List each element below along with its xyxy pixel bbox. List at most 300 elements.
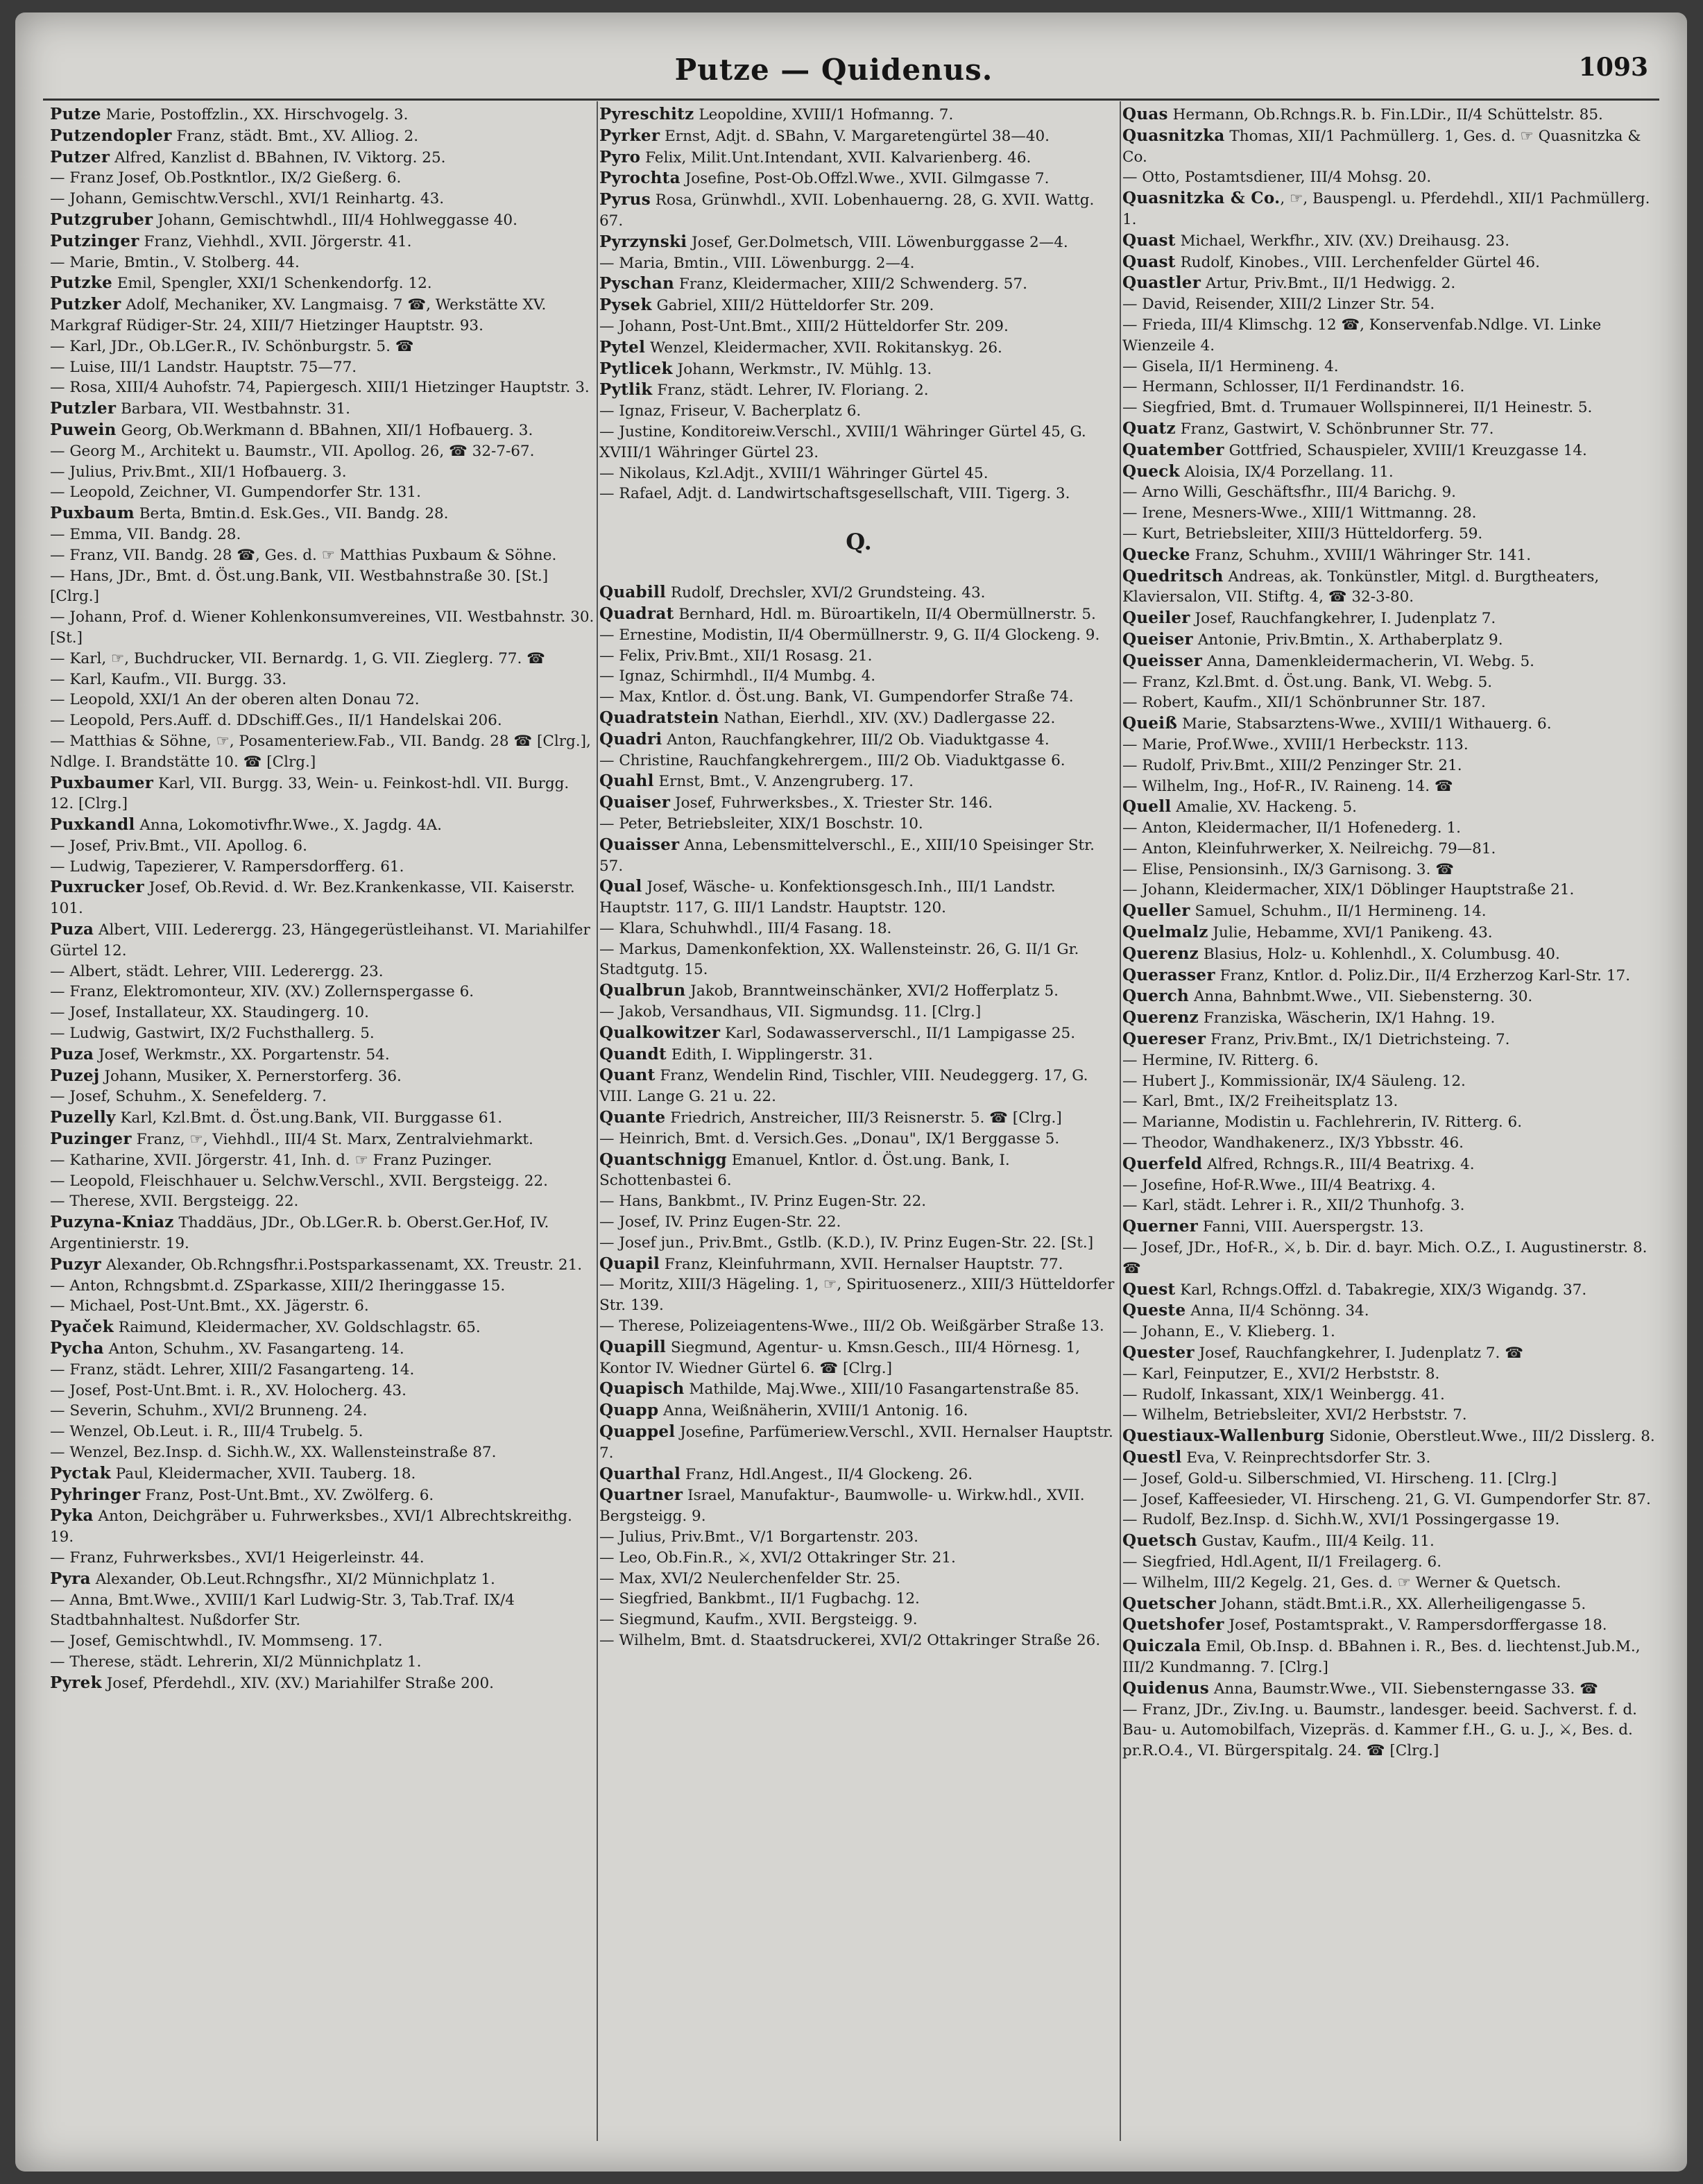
running-title: Putze — Quidenus.: [674, 53, 993, 87]
entry-surname: Quiczala: [1122, 1637, 1201, 1656]
entry-details: — Ernestine, Modistin, II/4 Obermüllnerstr. 9, G. II/4 Glockeng. 9.: [599, 626, 1100, 644]
directory-entry: [599, 1589, 1118, 1610]
entry-surname: Quell: [1122, 797, 1172, 817]
entry-details: — Max, XVI/2 Neulerchenfelder Str. 25.: [599, 1569, 901, 1587]
entry-details: — Franz, Kzl.Bmt. d. Öst.ung. Bank, VI. Webg. 5.: [1122, 673, 1493, 691]
entry-details: Rosa, Grünwhdl., XVII. Lobenhauerng. 28, G. XVII. Wattg. 67.: [599, 191, 1095, 230]
entry-surname: Quaisser: [599, 835, 680, 854]
entry-surname: Quaiser: [599, 793, 671, 812]
entry-details: — Karl, Bmt., IX/2 Freiheitsplatz 13.: [1122, 1093, 1398, 1111]
directory-entry: [1122, 1510, 1657, 1530]
directory-entry: [1122, 1195, 1657, 1216]
entry-details: — Matthias & Söhne, ☞, Posamenteriew.Fab., VII. Bandg. 28 ☎ [Clrg.], Ndlge. I. Brandstätte 10. ☎ [Clrg.]: [50, 732, 591, 771]
directory-entry: [1122, 922, 1657, 944]
directory-entry: [50, 1652, 595, 1673]
entry-details: — Wenzel, Bez.Insp. d. Sichh.W., XX. Wallensteinstraße 87.: [50, 1444, 497, 1461]
entry-surname: Pysek: [599, 296, 652, 315]
directory-entry: [1122, 1112, 1657, 1133]
directory-entry: [599, 771, 1118, 792]
directory-entry: [599, 104, 1118, 126]
entry-details: Josef, Werkmstr., XX. Porgartenstr. 54.: [94, 1046, 390, 1064]
entry-details: Thaddäus, JDr., Ob.LGer.R. b. Oberst.Ger.Hof, IV. Argentinierstr. 19.: [50, 1214, 549, 1253]
entry-details: Adolf, Mechaniker, XV. Langmaisg. 7 ☎, Werkstätte XV. Markgraf Rüdiger-Str. 24, XIII/7 Hietzinger Hauptstr. 93.: [50, 296, 547, 334]
entry-details: — Hermine, IV. Ritterg. 6.: [1122, 1051, 1319, 1069]
entry-details: — Leopold, Fleischhauer u. Selchw.Verschl., XVII. Bergsteigg. 22.: [50, 1172, 548, 1190]
entry-details: — Irene, Mesners-Wwe., XIII/1 Wittmanng. 28.: [1122, 504, 1477, 522]
directory-entry: [1122, 1364, 1657, 1385]
directory-entry: [50, 1485, 595, 1506]
entry-details: — Gisela, II/1 Hermineng. 4.: [1122, 357, 1339, 375]
column-divider: [1120, 101, 1121, 2141]
directory-entry: [599, 1233, 1118, 1254]
entry-surname: Quartner: [599, 1485, 683, 1505]
directory-entry: [599, 1464, 1118, 1485]
entry-surname: Putzker: [50, 295, 121, 314]
entry-details: , ☞, Bauspengl. u. Pferdehdl., XII/1 Pachmüllerg. 1.: [1122, 190, 1650, 228]
entry-surname: Quast: [1122, 252, 1176, 271]
entry-details: — Leopold, XXI/1 An der oberen alten Donau 72.: [50, 691, 420, 709]
entry-surname: Quapp: [599, 1401, 659, 1420]
directory-entry: [50, 773, 595, 815]
entry-details: Gustav, Kaufm., III/4 Keilg. 11.: [1197, 1533, 1435, 1551]
entry-details: Franz, Schuhm., XVIII/1 Währinger Str. 141.: [1190, 546, 1532, 564]
entry-details: Sidonie, Oberstleut.Wwe., III/2 Disslerg. 8.: [1324, 1428, 1655, 1446]
entry-details: — Julius, Priv.Bmt., V/1 Borgartenstr. 203.: [599, 1528, 918, 1546]
entry-details: — Leopold, Pers.Auff. d. DDschiff.Ges., II/1 Handelskai 206.: [50, 712, 502, 730]
directory-entry: [50, 1150, 595, 1171]
entry-details: — Katharine, XVII. Jörgerstr. 41, Inh. d. ☞ Franz Puzinger.: [50, 1151, 493, 1169]
directory-entry: [599, 1485, 1118, 1527]
directory-entry: [1122, 1175, 1657, 1196]
directory-entry: [1122, 713, 1657, 735]
directory-entry: [1122, 1154, 1657, 1175]
entry-details: Josef, Rauchfangkehrer, I. Judenplatz 7.: [1190, 610, 1496, 628]
entry-surname: Putzer: [50, 147, 110, 167]
entry-details: — Severin, Schuhm., XVI/2 Brunneng. 24.: [50, 1402, 368, 1420]
directory-entry: [1122, 672, 1657, 693]
directory-entry: [1122, 651, 1657, 672]
entry-details: — Franz, Elektromonteur, XIV. (XV.) Zollernspergasse 6.: [50, 983, 474, 1001]
page-number: 1093: [1578, 53, 1648, 82]
directory-entry: [50, 814, 595, 836]
entry-surname: Pycha: [50, 1339, 104, 1358]
directory-entry: [50, 1338, 595, 1360]
entry-surname: Pytel: [599, 337, 646, 357]
entry-details: — Josef jun., Priv.Bmt., Gstlb. (K.D.), IV. Prinz Eugen-Str. 22. [St.]: [599, 1234, 1094, 1252]
directory-entry: [599, 126, 1118, 147]
entry-surname: Quapill: [599, 1337, 667, 1356]
entry-surname: Puzyr: [50, 1254, 102, 1274]
entry-surname: Queiler: [1122, 608, 1190, 628]
entry-details: Julie, Hebamme, XVI/1 Panikeng. 43.: [1208, 924, 1493, 942]
entry-surname: Quester: [1122, 1343, 1195, 1363]
directory-entry: [50, 607, 595, 649]
directory-entry: [1122, 796, 1657, 818]
directory-entry: [1122, 1552, 1657, 1573]
directory-entry: [50, 1044, 595, 1066]
directory-entry: [1122, 524, 1657, 545]
entry-details: — Julius, Priv.Bmt., XII/1 Hofbauerg. 3.: [50, 463, 347, 481]
directory-entry: [1122, 860, 1657, 880]
directory-entry: [50, 1548, 595, 1569]
directory-entry: [1122, 1490, 1657, 1510]
entry-details: Paul, Kleidermacher, XVII. Tauberg. 18.: [110, 1465, 416, 1483]
entry-details: — Josefine, Hof-R.Wwe., III/4 Beatrixg. 4.: [1122, 1176, 1436, 1194]
directory-entry: [1122, 901, 1657, 922]
directory-entry: [50, 649, 595, 669]
directory-entry: [50, 1569, 595, 1590]
entry-details: Emanuel, Kntlor. d. Öst.ung. Bank, I. Schottenbastei 6.: [599, 1151, 1010, 1190]
entry-surname: Quast: [1122, 230, 1176, 250]
entry-details: — Anton, Kleinfuhrwerker, X. Neilreichg. 79—81.: [1122, 839, 1496, 858]
directory-entry: [1122, 839, 1657, 860]
entry-details: Fanni, VIII. Auerspergstr. 13.: [1198, 1218, 1424, 1236]
entry-details: Franz, Viehhdl., XVII. Jörgerstr. 41.: [139, 232, 412, 250]
directory-entry: [50, 168, 595, 189]
entry-details: — Josef, Kaffeesieder, VI. Hirscheng. 21, G. VI. Gumpendorfer Str. 87.: [1122, 1490, 1651, 1508]
directory-entry: [1122, 398, 1657, 418]
entry-details: — Anna, Bmt.Wwe., XVIII/1 Karl Ludwig-Str. 3, Tab.Traf. IX/4 Stadtbahnhaltest. Nußdorfer Str.: [50, 1591, 515, 1630]
directory-entry: [599, 1212, 1118, 1233]
entry-details: Albert, VIII. Lederergg. 23, Hängegerüstleihanst. VI. Mariahilfer Gürtel 12.: [50, 921, 590, 959]
directory-entry: [50, 1254, 595, 1276]
entry-details: — Emma, VII. Bandg. 28.: [50, 525, 241, 543]
directory-entry: [1122, 776, 1657, 797]
entry-surname: Qualkowitzer: [599, 1023, 721, 1042]
directory-entry: [599, 708, 1118, 729]
directory-entry: [50, 877, 595, 919]
entry-surname: Quapisch: [599, 1379, 685, 1399]
entry-surname: Queller: [1122, 901, 1190, 921]
directory-entry: [599, 729, 1118, 751]
entry-details: Artur, Priv.Bmt., II/1 Hedwigg. 2.: [1201, 275, 1456, 293]
entry-surname: Quasnitzka: [1122, 126, 1225, 145]
entry-surname: Puzinger: [50, 1129, 132, 1149]
entry-details: Johann, Musiker, X. Pernerstorferg. 36.: [99, 1067, 402, 1085]
entry-details: — Klara, Schuhwhdl., III/4 Fasang. 18.: [599, 919, 892, 937]
directory-entry: [1122, 629, 1657, 651]
directory-entry: [599, 1254, 1118, 1275]
entry-details: Josef, Ob.Revid. d. Wr. Bez.Krankenkasse, VII. Kaiserstr. 101.: [50, 879, 575, 918]
entry-details: — Siegfried, Hdl.Agent, II/1 Freilagerg. 6.: [1122, 1553, 1442, 1571]
entry-details: — Karl, städt. Lehrer i. R., XII/2 Thunhofg. 3.: [1122, 1197, 1465, 1215]
entry-details: Karl, VII. Burgg. 33, Wein- u. Feinkost-hdl. VII. Burgg. 12. [Clrg.]: [50, 774, 570, 813]
directory-entry: [599, 792, 1118, 814]
entry-surname: Quas: [1122, 105, 1168, 123]
directory-entry: [1122, 944, 1657, 965]
directory-entry: [50, 147, 595, 169]
entry-surname: Quantschnigg: [599, 1150, 727, 1169]
entry-details: — Otto, Postamtsdiener, III/4 Mohsg. 20.: [1122, 169, 1432, 187]
directory-entry: [50, 1107, 595, 1129]
column-2: [599, 104, 1118, 2137]
entry-surname: Quedritsch: [1122, 566, 1224, 586]
entry-details: Blasius, Holz- u. Kohlenhdl., X. Columbusg. 40.: [1199, 945, 1560, 963]
section-heading: Q.: [846, 529, 872, 556]
entry-details: — Hermann, Schlosser, II/1 Ferdinandstr. 16.: [1122, 378, 1465, 396]
directory-entry: [599, 666, 1118, 687]
directory-entry: [599, 646, 1118, 667]
entry-details: — Franz, JDr., Ziv.Ing. u. Baumstr., landesger. beeid. Sachverst. f. d. Bau- u. Automobilfach, Vizepräs. d. Kammer f.H., G. u. J., ⚔, Bes. d. pr.R.O.4., VI. Bürgerspitalg. 24. ☎ [Clrg.]: [1122, 1700, 1637, 1760]
directory-entry: [599, 1191, 1118, 1212]
directory-entry: [50, 669, 595, 690]
directory-entry: [1122, 1678, 1657, 1700]
entry-surname: Pyhringer: [50, 1485, 141, 1504]
entry-details: — Wilhelm, Bmt. d. Staatsdruckerei, XVI/2 Ottakringer Straße 26.: [599, 1631, 1101, 1649]
directory-entry: [1122, 104, 1657, 126]
entry-details: Franz, Wendelin Rind, Tischler, VIII. Neudeggerg. 17, G. VIII. Lange G. 21 u. 22.: [599, 1067, 1088, 1106]
directory-entry: [599, 379, 1118, 401]
entry-details: Josefine, Parfümeriew.Verschl., XVII. Hernalser Hauptstr. 7.: [599, 1424, 1113, 1462]
page-header: [15, 53, 1687, 101]
directory-entry: [599, 1548, 1118, 1569]
directory-entry: [599, 1630, 1118, 1651]
entry-details: — Josef, Post-Unt.Bmt. i. R., XV. Holocherg. 43.: [50, 1381, 407, 1399]
entry-details: — Rafael, Adjt. d. Landwirtschaftsgesellschaft, VIII. Tigerg. 3.: [599, 485, 1070, 503]
entry-details: — Therese, städt. Lehrerin, XI/2 Münnichplatz 1.: [50, 1653, 422, 1671]
entry-details: — Siegfried, Bmt. d. Trumauer Wollspinnerei, II/1 Heinestr. 5.: [1122, 399, 1593, 417]
entry-surname: Puza: [50, 920, 94, 939]
directory-entry: [1122, 756, 1657, 776]
entry-details: Marie, Stabsarztens-Wwe., XVIII/1 Withauerg. 6.: [1177, 715, 1552, 733]
entry-details: — Karl, ☞, Buchdrucker, VII. Bernardg. 1, G. VII. Zieglerg. 77. ☎: [50, 649, 545, 667]
entry-details: Anna, Lokomotivfhr.Wwe., X. Jagdg. 4A.: [135, 817, 442, 835]
entry-surname: Quante: [599, 1108, 666, 1127]
directory-entry: [599, 1002, 1118, 1023]
entry-surname: Pyschan: [599, 274, 675, 293]
directory-entry: [1122, 1322, 1657, 1342]
directory-entry: [50, 420, 595, 441]
directory-entry: [50, 1442, 595, 1463]
entry-surname: Questl: [1122, 1448, 1182, 1467]
entry-details: Karl, Sodawasserverschl., II/1 Lampigasse 25.: [720, 1024, 1076, 1042]
directory-entry: [1122, 965, 1657, 987]
entry-details: Franz, Kntlor. d. Poliz.Dir., II/4 Erzherzog Karl-Str. 17.: [1215, 966, 1631, 984]
entry-details: — Albert, städt. Lehrer, VIII. Lederergg. 23.: [50, 962, 384, 980]
entry-details: — Heinrich, Bmt. d. Versich.Ges. „Donau", IX/1 Berggasse 5.: [599, 1129, 1060, 1148]
entry-details: Franz, Kleinfuhrmann, XVII. Hernalser Hauptstr. 77.: [660, 1255, 1063, 1273]
directory-entry: [1122, 482, 1657, 503]
entry-surname: Putzler: [50, 399, 117, 418]
entry-details: Thomas, XII/1 Pachmüllerg. 1, Ges. d. ☞ Quasnitzka & Co.: [1122, 127, 1641, 166]
directory-entry: [50, 1129, 595, 1150]
directory-entry: [50, 1381, 595, 1401]
entry-surname: Pyrker: [599, 126, 660, 145]
directory-entry: [50, 1023, 595, 1044]
directory-entry: [599, 359, 1118, 380]
entry-surname: Qual: [599, 877, 642, 896]
directory-entry: [50, 503, 595, 524]
directory-entry: [1122, 1133, 1657, 1154]
directory-entry: [50, 210, 595, 231]
entry-surname: Pyro: [599, 147, 641, 167]
header-rule: [43, 99, 1659, 101]
directory-entry: [50, 189, 595, 210]
entry-surname: Puxrucker: [50, 878, 144, 897]
entry-details: — Rudolf, Priv.Bmt., XIII/2 Penzinger Str. 21.: [1122, 756, 1462, 774]
entry-details: Gabriel, XIII/2 Hütteldorfer Str. 209.: [651, 297, 934, 315]
directory-entry: [50, 294, 595, 336]
entry-details: — Hans, Bankbmt., IV. Prinz Eugen-Str. 22.: [599, 1193, 927, 1211]
directory-entry: [50, 1066, 595, 1087]
entry-details: Anton, Rauchfangkehrer, III/2 Ob. Viaduktgasse 4.: [662, 731, 1050, 749]
directory-page: [15, 12, 1687, 2172]
directory-entry: [50, 1212, 595, 1254]
entry-details: Rudolf, Drechsler, XVI/2 Grundsteing. 43.: [666, 584, 986, 602]
entry-details: — Marie, Prof.Wwe., XVIII/1 Herbeckstr. 113.: [1122, 735, 1469, 753]
directory-entry: [599, 1065, 1118, 1107]
entry-details: Anna, Baumstr.Wwe., VII. Siebensterngasse 33. ☎: [1209, 1680, 1598, 1698]
entry-surname: Puxbaumer: [50, 773, 154, 792]
directory-entry: [1122, 1469, 1657, 1490]
entry-surname: Querner: [1122, 1217, 1199, 1236]
entry-details: — Peter, Betriebsleiter, XIX/1 Boschstr. 10.: [599, 814, 923, 833]
entry-surname: Putzendopler: [50, 126, 172, 145]
entry-details: — Anton, Kleidermacher, II/1 Hofenederg. 1.: [1122, 819, 1461, 837]
directory-entry: [50, 273, 595, 294]
entry-details: — Leopold, Zeichner, VI. Gumpendorfer Str. 131.: [50, 484, 421, 502]
entry-details: Jakob, Branntweinschänker, XVI/2 Hofferplatz 5.: [685, 982, 1059, 1000]
directory-entry: [50, 566, 595, 608]
entry-details: — Marianne, Modistin u. Fachlehrerin, IV. Ritterg. 6.: [1122, 1114, 1523, 1132]
entry-details: — Franz Josef, Ob.Postkntlor., IX/2 Gießerg. 6.: [50, 169, 402, 187]
entry-details: Bernhard, Hdl. m. Büroartikeln, II/4 Obermüllnerstr. 5.: [674, 605, 1096, 623]
directory-entry: [50, 690, 595, 710]
directory-entry: [599, 939, 1118, 981]
entry-details: Ernst, Adjt. d. SBahn, V. Margaretengürtel 38—40.: [660, 127, 1050, 145]
entry-surname: Queisser: [1122, 651, 1203, 670]
directory-entry: [599, 463, 1118, 484]
entry-details: Marie, Postoffzlin., XX. Hirschvogelg. 3.: [101, 106, 409, 123]
entry-details: — Josef, Gemischtwhdl., IV. Mommseng. 17.: [50, 1632, 383, 1650]
entry-details: — Ignaz, Schirmhdl., II/4 Mumbg. 4.: [599, 667, 876, 685]
directory-entry: [599, 1316, 1118, 1337]
entry-details: — Markus, Damenkonfektion, XX. Wallensteinstr. 26, G. II/1 Gr. Stadtgutg. 15.: [599, 940, 1079, 979]
directory-entry: [50, 1401, 595, 1422]
directory-entry: [1122, 1238, 1657, 1279]
entry-surname: Puzelly: [50, 1108, 116, 1127]
directory-entry: [599, 1569, 1118, 1589]
entry-details: Amalie, XV. Hackeng. 5.: [1171, 799, 1357, 817]
directory-entry: [50, 524, 595, 545]
entry-details: Rudolf, Kinobes., VIII. Lerchenfelder Gürtel 46.: [1175, 253, 1540, 271]
entry-details: Mathilde, Maj.Wwe., XIII/10 Fasangartenstraße 85.: [684, 1381, 1079, 1399]
entry-details: Josef, Fuhrwerksbes., X. Triester Str. 146.: [670, 794, 993, 812]
directory-entry: [1122, 503, 1657, 524]
entry-details: Josef, Wäsche- u. Konfektionsgesch.Inh., III/1 Landstr. Hauptstr. 117, G. III/1 Landstr. Hauptstr. 120.: [599, 878, 1056, 917]
entry-surname: Pyreschitz: [599, 105, 694, 123]
entry-details: — Frieda, III/4 Klimschg. 12 ☎, Konservenfab.Ndlge. VI. Linke Wienzeile 4.: [1122, 316, 1602, 355]
entry-details: Alfred, Kanzlist d. BBahnen, IV. Viktorg. 25.: [110, 148, 446, 167]
directory-entry: [599, 168, 1118, 189]
directory-entry: [599, 1129, 1118, 1150]
entry-surname: Quatz: [1122, 418, 1176, 438]
directory-entry: [50, 357, 595, 378]
entry-surname: Questiaux-Wallenburg: [1122, 1426, 1325, 1446]
entry-details: Johann, städt.Bmt.i.R., XX. Allerheiligengasse 5.: [1216, 1595, 1586, 1613]
directory-entry: [599, 295, 1118, 316]
entry-details: Israel, Manufaktur-, Baumwolle- u. Wirkw.hdl., XVII. Bergsteigg. 9.: [599, 1487, 1085, 1526]
entry-surname: Querch: [1122, 987, 1190, 1006]
entry-details: — Hubert J., Kommissionär, IX/4 Säuleng. 12.: [1122, 1072, 1466, 1090]
entry-details: — Rosa, XIII/4 Auhofstr. 74, Papiergesch. XIII/1 Hietzinger Hauptstr. 3.: [50, 379, 590, 397]
entry-details: Felix, Milit.Unt.Intendant, XVII. Kalvarienberg. 46.: [640, 148, 1032, 167]
directory-entry: [50, 919, 595, 962]
directory-entry: [1122, 188, 1657, 230]
directory-entry: [50, 1276, 595, 1297]
entry-details: Franz, städt. Bmt., XV. Alliog. 2.: [171, 127, 419, 145]
directory-entry: [599, 814, 1118, 835]
entry-surname: Quidenus: [1122, 1678, 1210, 1698]
directory-entry: [599, 1107, 1118, 1129]
directory-entry: [1122, 1007, 1657, 1029]
directory-entry: [599, 273, 1118, 295]
directory-entry: [50, 231, 595, 253]
directory-entry: [599, 1400, 1118, 1422]
entry-details: — Johann, Prof. d. Wiener Kohlenkonsumvereines, VII. Westbahnstr. 30. [St.]: [50, 608, 594, 647]
entry-details: Barbara, VII. Westbahnstr. 31.: [116, 400, 351, 418]
entry-details: Franziska, Wäscherin, IX/1 Hahng. 19.: [1199, 1009, 1496, 1027]
entry-details: Josef, Ger.Dolmetsch, VIII. Löwenburggasse 2—4.: [687, 233, 1068, 251]
entry-surname: Puwein: [50, 420, 117, 439]
entry-details: — Maria, Bmtin., VIII. Löwenburgg. 2—4.: [599, 254, 915, 272]
entry-surname: Quatember: [1122, 440, 1224, 459]
entry-surname: Quecke: [1122, 545, 1190, 564]
directory-entry: [50, 1422, 595, 1442]
entry-details: Siegmund, Agentur- u. Kmsn.Gesch., III/4 Hörnesg. 1, Kontor IV. Wiedner Gürtel 6. ☎ [Clrg.]: [599, 1338, 1080, 1377]
directory-entry: [599, 919, 1118, 939]
entry-details: Anton, Deichgräber u. Fuhrwerksbes., XVI/1 Albrechtskreithg. 19.: [50, 1508, 572, 1546]
directory-entry: [599, 1337, 1118, 1379]
entry-details: Franz, Gastwirt, V. Schönbrunner Str. 77.: [1175, 420, 1494, 438]
directory-entry: [50, 1317, 595, 1338]
directory-entry: [599, 147, 1118, 169]
entry-details: — Rudolf, Bez.Insp. d. Sichh.W., XVI/1 Possingergasse 19.: [1122, 1511, 1560, 1529]
directory-entry: [599, 422, 1118, 463]
directory-entry: [1122, 418, 1657, 440]
directory-entry: [599, 1422, 1118, 1464]
entry-details: — Robert, Kaufm., XII/1 Schönbrunner Str. 187.: [1122, 694, 1486, 712]
entry-details: Josef, Pferdehdl., XIV. (XV.) Mariahilfer Straße 200.: [101, 1674, 494, 1692]
directory-entry: [599, 1527, 1118, 1548]
entry-details: — Moritz, XIII/3 Hägeling. 1, ☞, Spirituosenerz., XIII/3 Hütteldorfer Str. 139.: [599, 1276, 1115, 1315]
directory-entry: [50, 1086, 595, 1107]
entry-details: Michael, Werkfhr., XIV. (XV.) Dreihausg. 23.: [1175, 232, 1510, 250]
directory-entry: [1122, 1029, 1657, 1050]
entry-details: Anna, Lebensmittelverschl., E., XIII/10 Speisinger Str. 57.: [599, 836, 1095, 875]
directory-entry: [1122, 1342, 1657, 1364]
entry-details: Johann, Gemischtwhdl., III/4 Hohlweggasse 40.: [153, 211, 517, 229]
entry-surname: Querenz: [1122, 1008, 1199, 1027]
directory-entry: [50, 1505, 595, 1548]
entry-surname: Querasser: [1122, 965, 1215, 984]
entry-surname: Queck: [1122, 461, 1180, 481]
entry-details: Antonie, Priv.Bmtin., X. Arthaberplatz 9.: [1192, 631, 1503, 649]
directory-entry: [1122, 167, 1657, 188]
entry-surname: Pyrek: [50, 1673, 102, 1692]
entry-details: Edith, I. Wipplingerstr. 31.: [666, 1046, 873, 1064]
directory-entry: [1122, 986, 1657, 1007]
directory-entry: [599, 1044, 1118, 1066]
entry-surname: Pyrzynski: [599, 232, 687, 251]
entry-surname: Quereser: [1122, 1030, 1206, 1049]
directory-entry: [1122, 1636, 1657, 1678]
entry-details: Aloisia, IX/4 Porzellang. 11.: [1179, 463, 1394, 481]
entry-details: — Max, Kntlor. d. Öst.ung. Bank, VI. Gumpendorfer Straße 74.: [599, 688, 1074, 706]
entry-details: Wenzel, Kleidermacher, XVII. Rokitanskyg. 26.: [645, 339, 1002, 357]
entry-surname: Pytlik: [599, 380, 653, 400]
entry-details: Anna, II/4 Schönng. 34.: [1186, 1302, 1369, 1320]
